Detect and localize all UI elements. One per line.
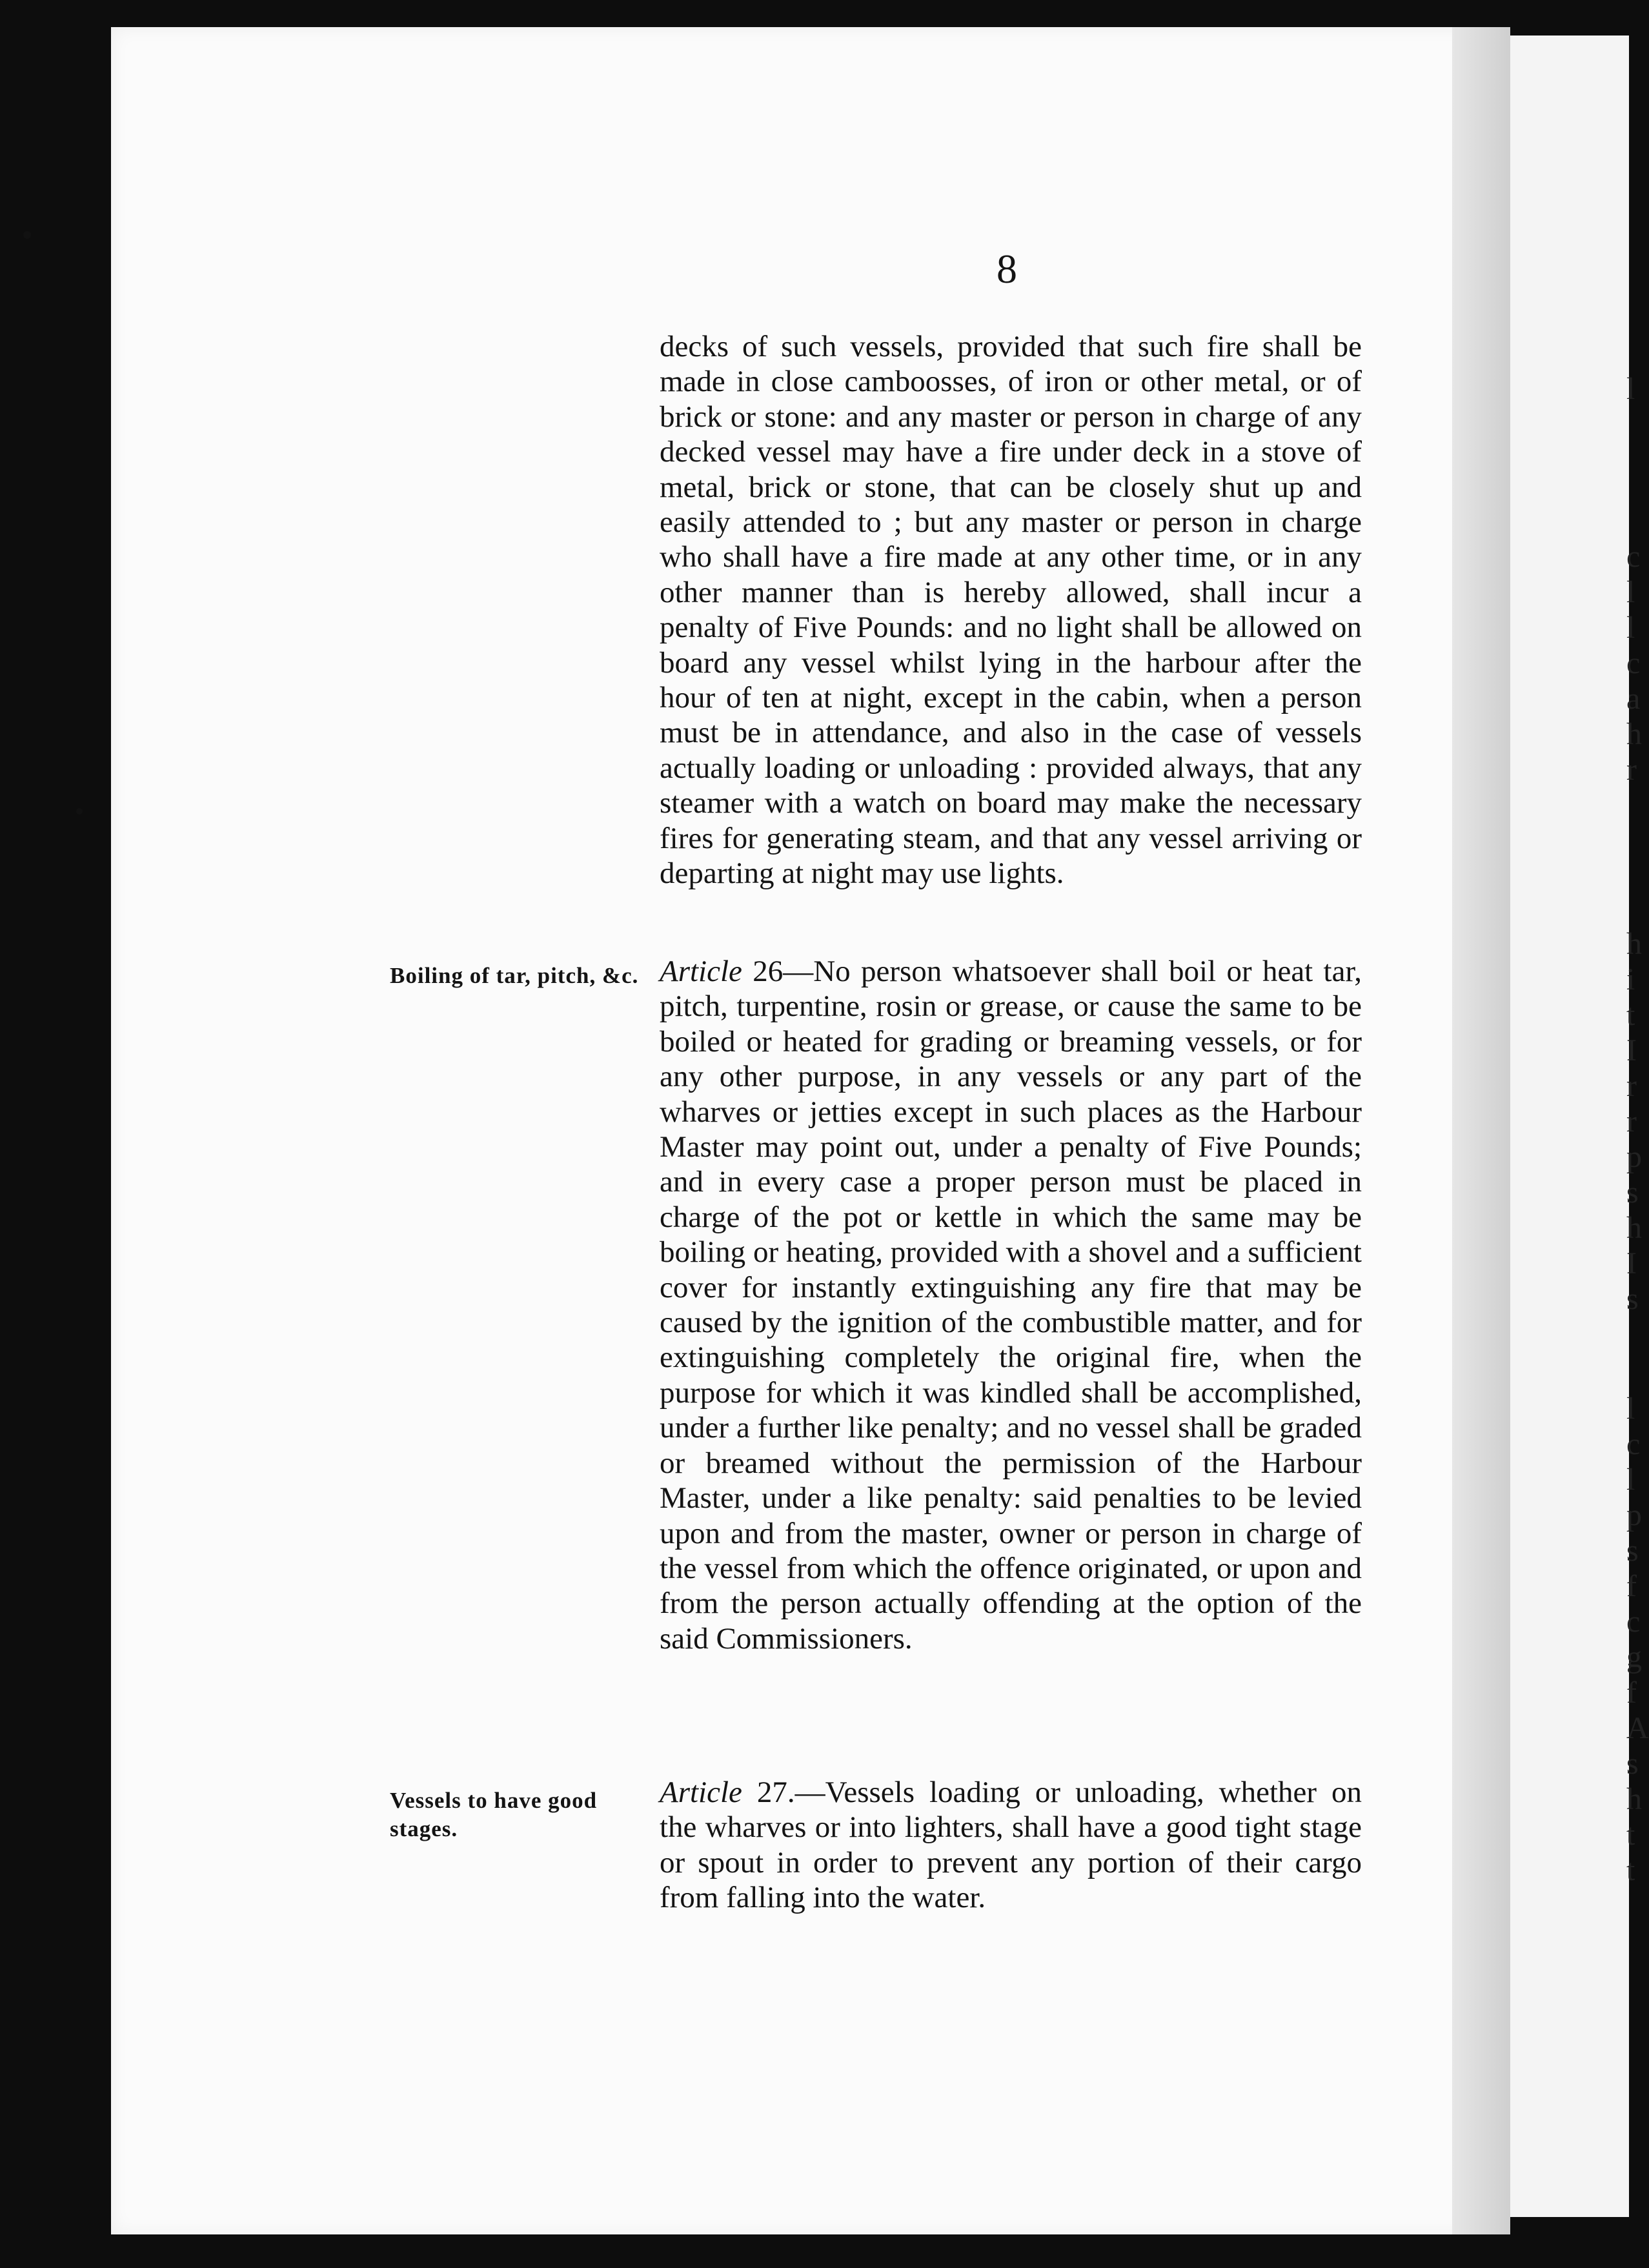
article-27	[660, 1775, 1362, 1916]
facing-fragment: c	[1626, 1605, 1641, 1639]
article-label: Article	[660, 1776, 742, 1809]
facing-fragment: s	[1626, 1282, 1639, 1316]
facing-fragment: h	[1626, 1211, 1642, 1245]
margin-note-vessel-stages: Vessels to have good stages.	[390, 1788, 598, 1841]
facing-fragment: l	[1626, 611, 1635, 645]
ink-blot	[23, 231, 31, 239]
margin-note-boiling-tar: Boiling of tar, pitch, &c.	[390, 963, 639, 988]
article-label: Article	[660, 955, 742, 988]
facing-fragment: i	[1626, 962, 1635, 997]
facing-fragment: p	[1626, 1498, 1642, 1532]
facing-fragment: f	[1626, 1676, 1637, 1710]
article-text: Vessels loading or unloading, whether on the wharves or into lighters, shall have a good tight stage or spout in order to prevent any portion of their cargo from falling into the water.	[660, 1776, 1362, 1915]
facing-fragment: t	[1626, 998, 1635, 1032]
facing-fragment: s	[1626, 1175, 1639, 1210]
facing-fragment: r	[1626, 1069, 1637, 1103]
facing-fragment: a	[1626, 682, 1641, 716]
facing-fragment: l	[1626, 372, 1635, 406]
facing-fragment: s	[1626, 1534, 1639, 1568]
facing-fragment: p	[1626, 1140, 1642, 1174]
facing-fragment: t	[1626, 1853, 1635, 1887]
facing-fragment: r	[1626, 753, 1637, 787]
facing-fragment: r	[1626, 1104, 1637, 1139]
facing-page	[1510, 35, 1649, 2217]
facing-fragment: l	[1626, 1463, 1635, 1497]
facing-fragment: A	[1626, 1711, 1649, 1745]
facing-fragment: t	[1626, 1817, 1635, 1852]
facing-fragment: c	[1626, 540, 1641, 574]
facing-fragment: c	[1626, 1427, 1641, 1461]
facing-fragment: s	[1626, 1747, 1639, 1781]
facing-fragment: g	[1626, 1640, 1642, 1674]
continuation-paragraph: decks of such vessels, provided that such fire shall be made in close camboosses, of iron or other metal, or of brick or stone: and any master or person in charge of any decked vessel may have a fire under deck in a stove of metal, brick or stone, that can be closely shut up and easily attended to ; but any master or person in charge who shall have a fire made at any other time, or in any other manner than is hereby allowed, shall incur a penalty of Five Pounds: and no light shall be allowed on board any vessel whilst lying in the harbour after the hour of ten at night, except in the cabin, when a person must be in attendance, and also in the case of vessels actually loading or unloading : provided always, that any steamer with a watch on board may make the necessary fires for generating steam, and that any vessel arriving or departing at night may use lights.	[660, 330, 1362, 891]
facing-fragment: f	[1626, 1569, 1637, 1603]
facing-fragment: l	[1626, 1392, 1635, 1426]
facing-fragment: h	[1626, 1782, 1642, 1816]
facing-fragment: c	[1626, 646, 1641, 680]
article-text: No person whatsoever shall boil or heat tar, pitch, turpentine, rosin or grease, or cause the same to be boiled or heated for grading or breaming vessels, or for any other purpose, in any vessels or any part of the wharves or jetties except in such places as the Harbour Master may point out, under a penalty of Five Pounds; and in every case a proper person must be placed in charge of the pot or kettle in which the same may be boiling or heating, provided with a shovel and a sufficient cover for instantly extinguishing any fire that may be caused by the ignition of the combustible matter, and for extinguishing completely the original fire, when the purpose for which it was kindled shall be accomplished, under a further like penalty; and no vessel shall be graded or breamed without the permission of the Harbour Master, under a like penalty: said penalties to be levied upon and from the master, owner or person in charge of the vessel from which the offence originated, or upon and from the person actually offending at the option of the said Commissioners.	[660, 955, 1362, 1655]
article-26	[660, 954, 1362, 1656]
page-edge	[1452, 27, 1510, 2234]
facing-fragment: I	[1626, 1033, 1637, 1068]
facing-fragment: l	[1626, 575, 1635, 609]
facing-fragment: I	[1626, 1246, 1637, 1281]
facing-fragment: h	[1626, 717, 1642, 751]
article-number: 26—	[742, 955, 814, 988]
facing-fragment: h	[1626, 927, 1642, 961]
ink-blot	[76, 808, 83, 815]
page-number: 8	[996, 246, 1017, 292]
article-number: 27.—	[742, 1776, 825, 1809]
